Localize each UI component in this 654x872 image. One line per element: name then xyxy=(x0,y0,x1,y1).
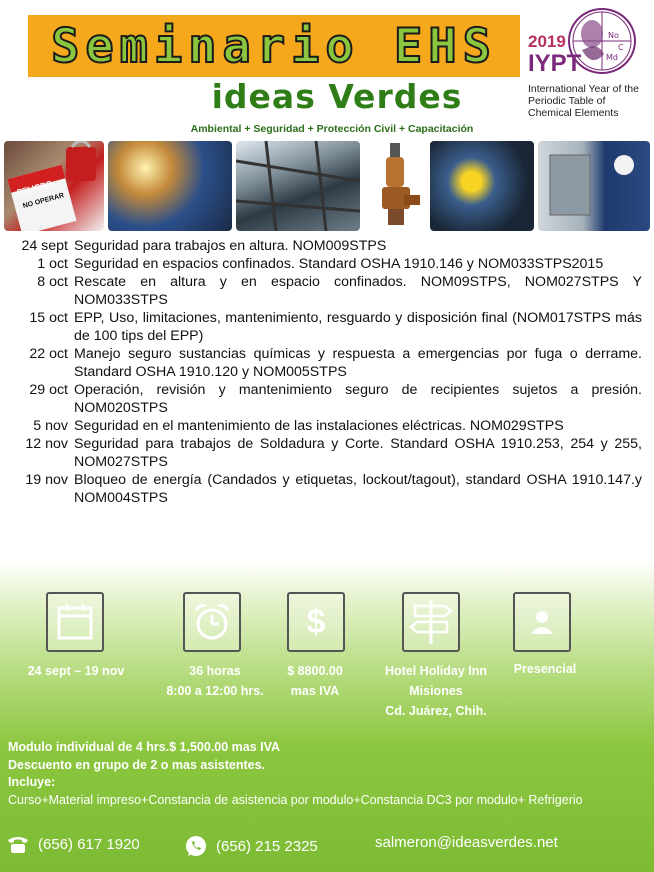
email-address: salmeron@ideasverdes.net xyxy=(375,834,558,851)
schedule-item xyxy=(14,273,642,309)
page-title: Seminario EHS xyxy=(51,18,497,74)
price-label: $ 8800.00 mas IVA xyxy=(287,664,343,698)
phone-contact[interactable] xyxy=(6,834,140,854)
svg-text:No: No xyxy=(608,31,619,40)
lockout-tag-photo xyxy=(4,141,104,231)
schedule-item xyxy=(14,309,642,345)
iypt-subtitle: International Year of the Periodic Table of Chemical Elements xyxy=(528,83,639,119)
schedule-item xyxy=(14,435,642,471)
schedule-item xyxy=(14,417,642,435)
schedule-desc: Manejo seguro sustancias químicas y respuesta a emergencias por fuga o derrame. Standard OSHA 1910.120 y NOM005STPS xyxy=(74,346,642,380)
whatsapp-number: (656) 215 2325 xyxy=(216,837,318,855)
iypt-acronym: IYPT xyxy=(528,50,582,77)
schedule-desc: Seguridad para trabajos en altura. NOM009STPS xyxy=(74,238,387,254)
welding-photo xyxy=(108,141,232,231)
schedule-desc: Operación, revisión y mantenimiento seguro de recipientes sujetos a presión. NOM020STPS xyxy=(74,382,642,416)
title-banner xyxy=(28,15,520,77)
schedule-date: 19 nov xyxy=(25,472,68,488)
schedule-desc: Seguridad en el mantenimiento de las instalaciones eléctricas. NOM029STPS xyxy=(74,418,564,434)
schedule-desc: Rescate en altura y en espacio confinados. NOM09STPS, NOM027STPS Y NOM033STPS xyxy=(74,274,642,308)
valve-photo xyxy=(364,141,426,231)
brand-logo xyxy=(0,77,654,116)
note-includes-list: Curso+Material impreso+Constancia de asistencia por modulo+Constancia DC3 por modulo+ Refrigerio xyxy=(8,792,583,807)
iypt-year: 2019 xyxy=(528,32,566,51)
schedule-date: 22 oct xyxy=(29,346,68,362)
schedule-date: 5 nov xyxy=(33,418,68,434)
whatsapp-contact[interactable] xyxy=(184,834,318,858)
schedule-desc: Seguridad para trabajos de Soldadura y Corte. Standard OSHA 1910.253, 254 y 255, NOM027STPS xyxy=(74,436,642,470)
signpost-icon xyxy=(402,592,460,652)
note-includes: Incluye: xyxy=(8,775,56,789)
schedule-date: 1 oct xyxy=(37,256,68,272)
mode-label: Presencial xyxy=(513,662,577,676)
schedule-item xyxy=(14,345,642,381)
schedule-date: 15 oct xyxy=(29,310,68,326)
telephone-icon xyxy=(6,834,30,854)
note-individual: Modulo individual de 4 hrs.$ 1,500.00 mas IVA xyxy=(8,740,281,754)
phone-number: (656) 617 1920 xyxy=(38,835,140,853)
schedule-desc: EPP, Uso, limitaciones, mantenimiento, resguardo y disposición final (NOM017STPS más de 100 tips del EPP) xyxy=(74,310,642,344)
pricing-notes xyxy=(8,739,583,809)
photo-strip xyxy=(4,141,650,233)
alarm-clock-icon xyxy=(183,592,241,652)
schedule-date: 12 nov xyxy=(25,436,68,452)
schedule-date: 24 sept xyxy=(21,238,68,254)
svg-text:NO OPERAR: NO OPERAR xyxy=(22,192,65,211)
schedule-item xyxy=(14,237,642,255)
schedule-item xyxy=(14,381,642,417)
svg-text:PELIGRO: PELIGRO xyxy=(16,178,54,198)
svg-text:Md: Md xyxy=(606,53,618,62)
schedule-desc: Bloqueo de energía (Candados y etiquetas, lockout/tagout), standard OSHA 1910.147.y NOM004STPS xyxy=(74,472,642,506)
svg-text:C: C xyxy=(618,43,624,52)
schedule-date: 29 oct xyxy=(29,382,68,398)
calendar-icon xyxy=(46,592,104,652)
brand-name: ideas Verdes xyxy=(211,77,463,116)
confined-space-photo xyxy=(430,141,534,231)
whatsapp-icon xyxy=(184,834,208,858)
email-link[interactable] xyxy=(375,834,558,851)
tagline: Ambiental + Seguridad + Protección Civil + Capacitación xyxy=(190,123,474,135)
dates-label: 24 sept – 19 nov xyxy=(27,664,125,678)
dollar-symbol: $ xyxy=(306,602,326,641)
schedule-desc: Seguridad en espacios confinados. Standard OSHA 1910.146 y NOM033STPS2015 xyxy=(74,256,604,272)
schedule-item xyxy=(14,255,642,273)
schedule-item xyxy=(14,471,642,507)
schedule-date: 8 oct xyxy=(37,274,68,290)
schedule-list xyxy=(14,237,642,507)
person-icon xyxy=(513,592,571,652)
dollar-icon xyxy=(287,592,345,652)
note-discount: Descuento en grupo de 2 o mas asistentes. xyxy=(8,757,266,772)
venue-label: Hotel Holiday Inn Misiones Cd. Juárez, Chih. xyxy=(384,664,488,718)
electrical-panel-photo xyxy=(538,141,650,231)
height-work-photo xyxy=(236,141,360,231)
hours-label: 36 horas 8:00 a 12:00 hrs. xyxy=(166,664,264,698)
